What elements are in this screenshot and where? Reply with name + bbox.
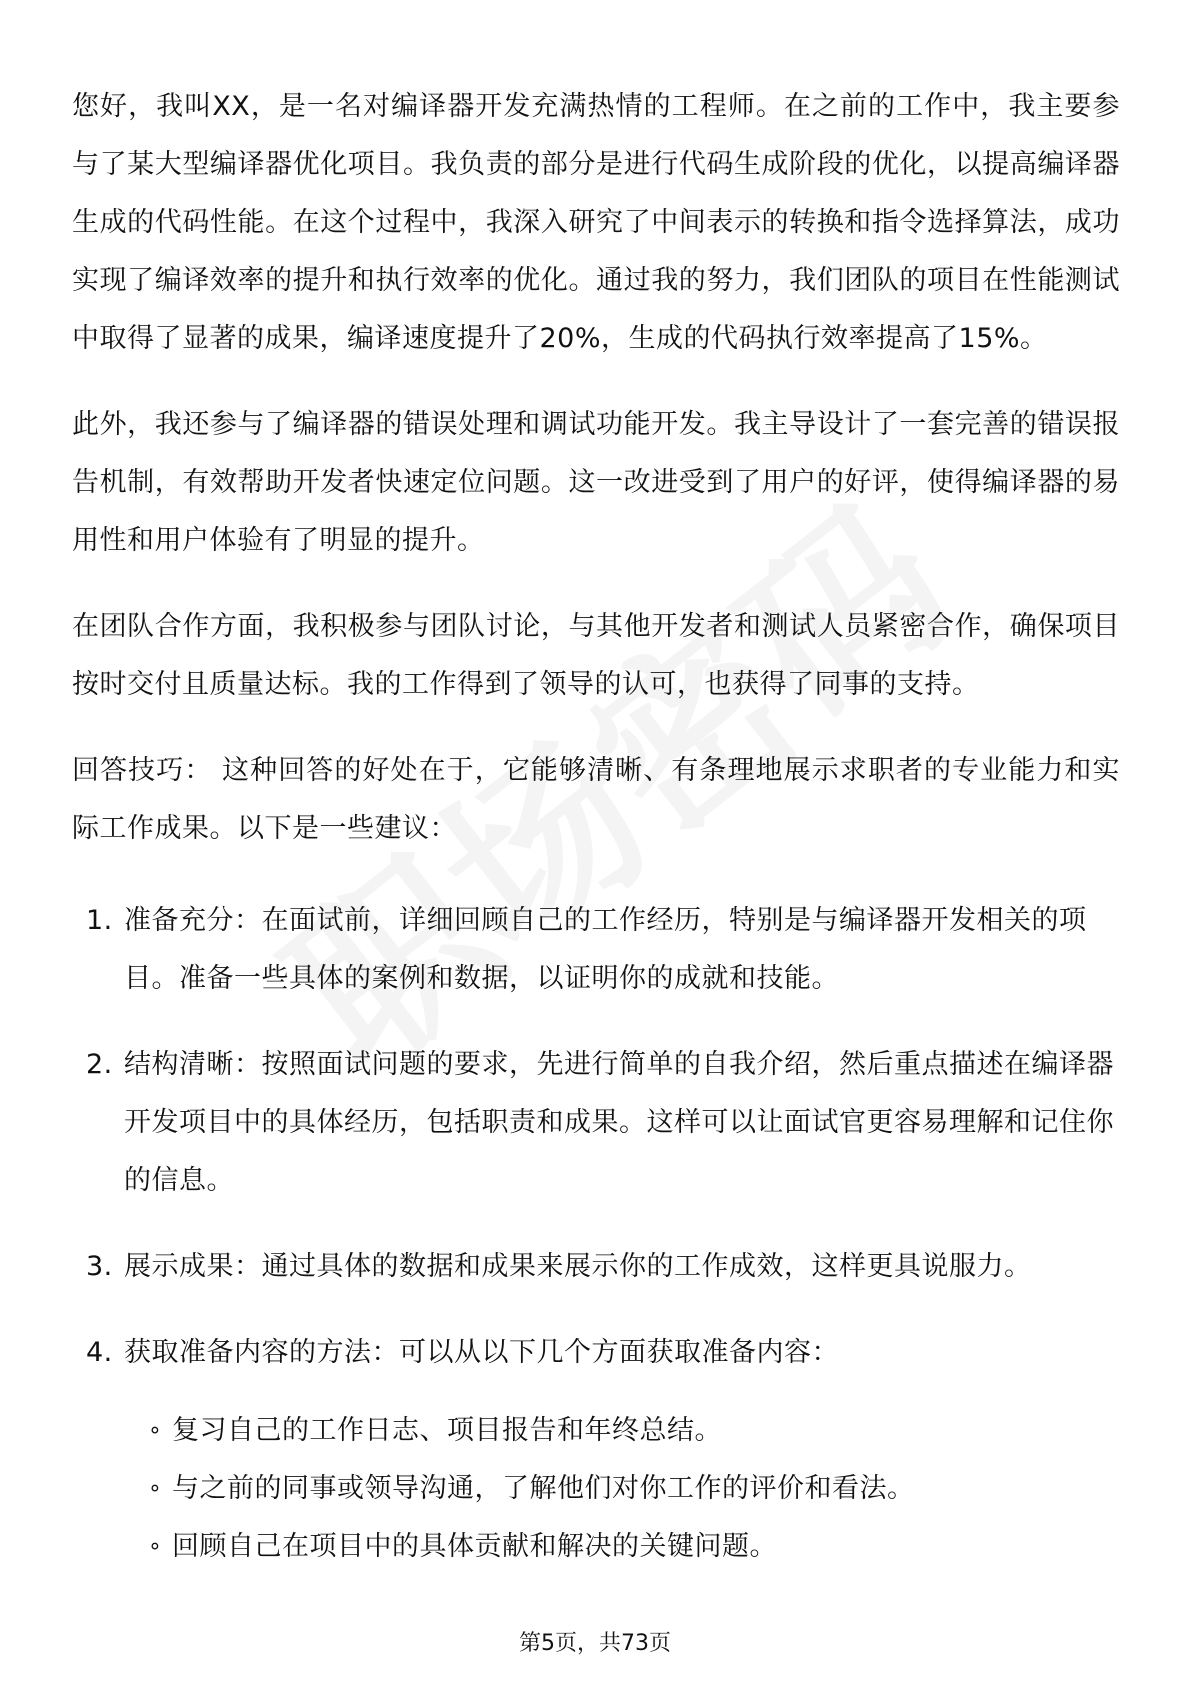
list-item	[72, 1238, 1120, 1296]
paragraph-teamwork: 在团队合作方面，我积极参与团队讨论，与其他开发者和测试人员紧密合作，确保项目按时交付且质量达标。我的工作得到了领导的认可，也获得了同事的支持。	[72, 611, 1120, 700]
sub-list-item-text: 与之前的同事或领导沟通，了解他们对你工作的评价和看法。	[172, 1473, 915, 1504]
sub-list	[124, 1402, 1120, 1576]
sub-list-item-text: 复习自己的工作日志、项目报告和年终总结。	[172, 1415, 722, 1446]
list-item-text: 准备充分：在面试前，详细回顾自己的工作经历，特别是与编译器开发相关的项目。准备一些具体的案例和数据，以证明你的成就和技能。	[124, 905, 1087, 994]
paragraph-answer-tips: 回答技巧： 这种回答的好处在于，它能够清晰、有条理地展示求职者的专业能力和实际工作成果。以下是一些建议：	[72, 755, 1120, 844]
list-item-text: 展示成果：通过具体的数据和成果来展示你的工作成效，这样更具说服力。	[124, 1251, 1032, 1282]
document-body	[72, 78, 1120, 1604]
sub-list-item	[124, 1402, 1120, 1460]
circle-bullet-icon: ∘	[148, 1534, 163, 1559]
paragraph-intro: 您好，我叫XX，是一名对编译器开发充满热情的工程师。在之前的工作中，我主要参与了某大型编译器优化项目。我负责的部分是进行代码生成阶段的优化，以提高编译器生成的代码性能。在这个过程中，我深入研究了中间表示的转换和指令选择算法，成功实现了编译效率的提升和执行效率的优化。通过我的努力，我们团队的项目在性能测试中取得了显著的成果，编译速度提升了20%，生成的代码执行效率提高了15%。	[72, 91, 1120, 354]
sub-list-item	[124, 1460, 1120, 1518]
list-item-number: 4.	[86, 1337, 113, 1368]
list-item	[72, 1324, 1120, 1576]
paragraph-error-handling: 此外，我还参与了编译器的错误处理和调试功能开发。我主导设计了一套完善的错误报告机制，有效帮助开发者快速定位问题。这一改进受到了用户的好评，使得编译器的易用性和用户体验有了明显的提升。	[72, 409, 1120, 556]
list-item-text: 结构清晰：按照面试问题的要求，先进行简单的自我介绍，然后重点描述在编译器开发项目中的具体经历，包括职责和成果。这样可以让面试官更容易理解和记住你的信息。	[124, 1049, 1114, 1196]
sub-list-item	[124, 1518, 1120, 1576]
page-footer: 第5页，共73页	[519, 1631, 671, 1656]
list-item-number: 2.	[86, 1049, 113, 1080]
list-item	[72, 892, 1120, 1008]
list-item-text: 获取准备内容的方法：可以从以下几个方面获取准备内容：	[124, 1337, 839, 1368]
circle-bullet-icon: ∘	[148, 1476, 163, 1501]
list-item	[72, 1036, 1120, 1210]
sub-list-item-text: 回顾自己在项目中的具体贡献和解决的关键问题。	[172, 1531, 777, 1562]
list-item-number: 1.	[86, 905, 113, 936]
tips-list	[72, 892, 1120, 1576]
list-item-number: 3.	[86, 1251, 113, 1282]
circle-bullet-icon: ∘	[148, 1418, 163, 1443]
